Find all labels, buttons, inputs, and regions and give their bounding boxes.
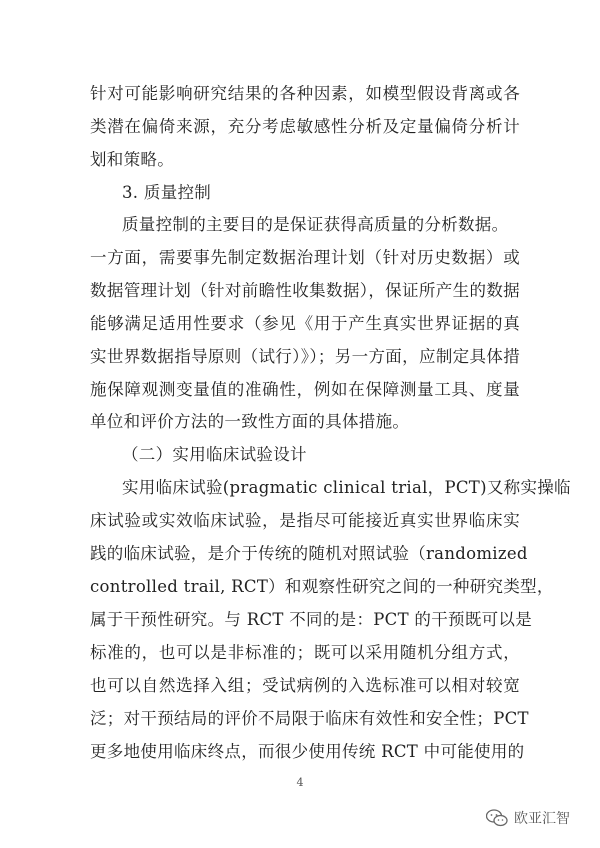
page-number: 4 xyxy=(296,776,304,789)
paragraph-line: 更多地使用临床终点，而很少使用传统 RCT 中可能使用的 xyxy=(90,742,525,761)
paragraph-line: 标准的，也可以是非标准的；既可以采用随机分组方式， xyxy=(90,643,520,662)
paragraph-line: 类潜在偏倚来源，充分考虑敏感性分析及定量偏倚分析计 xyxy=(90,117,520,136)
paragraph-line: controlled trail, RCT）和观察性研究之间的一种研究类型， xyxy=(90,577,554,596)
paragraph-line: 质量控制的主要目的是保证获得高质量的分析数据。 xyxy=(122,215,509,234)
paragraph-line: 实用临床试验(pragmatic clinical trial，PCT)又称实操临 xyxy=(122,478,571,497)
paragraph-line: 针对可能影响研究结果的各种因素，如模型假设背离或各 xyxy=(90,84,520,103)
watermark xyxy=(486,808,570,828)
wechat-icon xyxy=(486,809,508,827)
paragraph-line: 实世界数据指导原则（试行）》）；另一方面，应制定具体措 xyxy=(90,347,520,366)
paragraph-line: 床试验或实效临床试验，是指尽可能接近真实世界临床实 xyxy=(90,511,520,530)
paragraph-line: 泛；对干预结局的评价不局限于临床有效性和安全性；PCT xyxy=(90,709,529,728)
section-heading: 3. 质量控制 xyxy=(122,183,212,202)
paragraph-line: 践的临床试验，是介于传统的随机对照试验（randomized xyxy=(90,544,528,563)
paragraph-line: 属于干预性研究。与 RCT 不同的是：PCT 的干预既可以是 xyxy=(90,610,533,629)
paragraph-line: 划和策略。 xyxy=(90,150,174,169)
watermark-text: 欧亚汇智 xyxy=(514,811,570,827)
paragraph-line: 也可以自然选择入组；受试病例的入选标准可以相对较宽 xyxy=(90,676,520,695)
section-subheading: （二）实用临床试验设计 xyxy=(122,445,307,464)
paragraph-line: 一方面，需要事先制定数据治理计划（针对历史数据）或 xyxy=(90,248,520,267)
paragraph-line: 能够满足适用性要求（参见《用于产生真实世界证据的真 xyxy=(90,314,520,333)
paragraph-line: 施保障观测变量值的准确性，例如在保障测量工具、度量 xyxy=(90,380,520,399)
paragraph-line: 单位和评价方法的一致性方面的具体措施。 xyxy=(90,412,410,431)
paragraph-line: 数据管理计划（针对前瞻性收集数据），保证所产生的数据 xyxy=(90,281,520,300)
